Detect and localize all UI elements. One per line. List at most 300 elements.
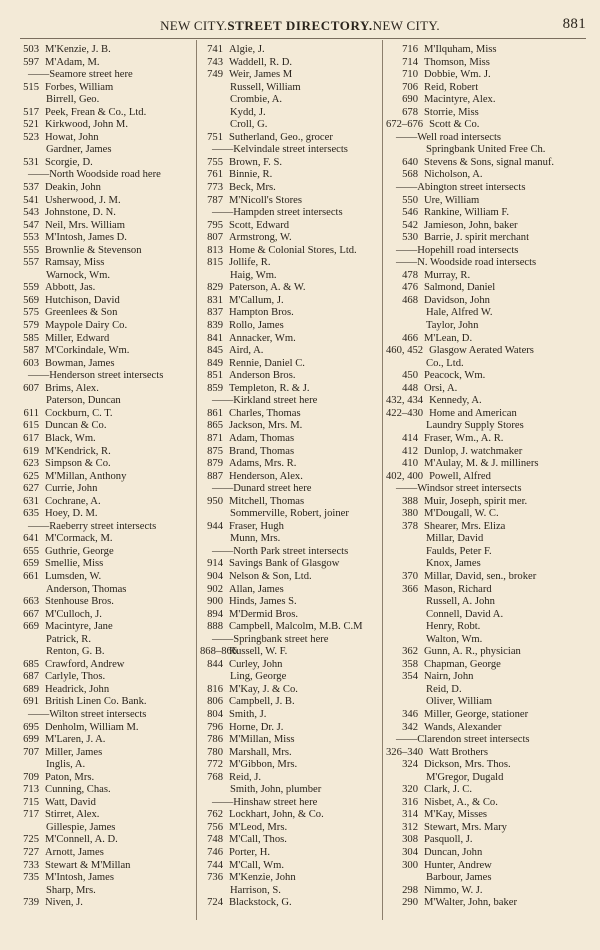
directory-entry bbox=[16, 609, 192, 622]
house-number: 298 bbox=[402, 884, 418, 896]
house-number: 787 bbox=[207, 194, 223, 206]
running-header bbox=[0, 18, 600, 38]
house-number: 531 bbox=[23, 156, 39, 168]
directory-entry bbox=[16, 446, 192, 459]
resident-name: Adam, Thomas bbox=[229, 432, 295, 444]
directory-entry bbox=[16, 358, 192, 371]
directory-entry bbox=[386, 885, 588, 898]
resident-name: Paton, Mrs. bbox=[45, 771, 95, 783]
house-number: 617 bbox=[23, 432, 39, 444]
house-number: 944 bbox=[207, 520, 223, 532]
resident-name: Smellie, Miss bbox=[45, 558, 104, 570]
resident-name: Aird, A. bbox=[229, 345, 264, 357]
house-number: 607 bbox=[23, 382, 39, 394]
resident-continuation: Co., Ltd. bbox=[426, 357, 464, 369]
directory-entry bbox=[200, 734, 380, 747]
directory-entry bbox=[200, 44, 380, 57]
directory-entry bbox=[386, 370, 588, 383]
resident-continuation: Russell, A. John bbox=[426, 596, 495, 608]
street-marker: ——Kirkland street here bbox=[212, 395, 318, 407]
resident-name: M'Laren, J. A. bbox=[45, 734, 106, 746]
house-number: 362 bbox=[402, 646, 418, 658]
resident-name: Scott & Co. bbox=[429, 119, 480, 131]
directory-entry bbox=[16, 207, 192, 220]
directory-entry bbox=[200, 182, 380, 195]
directory-entry bbox=[386, 834, 588, 847]
directory-entry bbox=[386, 458, 588, 471]
directory-entry bbox=[200, 684, 380, 697]
house-number: 663 bbox=[23, 596, 39, 608]
directory-entry bbox=[16, 257, 192, 270]
header-center: STREET DIRECTORY. bbox=[227, 18, 373, 33]
house-number: 547 bbox=[23, 219, 39, 231]
directory-entry bbox=[386, 747, 588, 760]
directory-entry bbox=[386, 408, 588, 421]
house-number: 640 bbox=[402, 156, 418, 168]
resident-name: Smith, J. bbox=[229, 708, 267, 720]
house-number: 804 bbox=[207, 708, 223, 720]
house-number: 290 bbox=[402, 897, 418, 909]
directory-entry bbox=[386, 722, 588, 735]
house-number: 324 bbox=[402, 759, 418, 771]
directory-entry bbox=[386, 57, 588, 70]
house-number: 773 bbox=[207, 182, 223, 194]
house-number: 756 bbox=[207, 821, 223, 833]
resident-name: Kennedy, A. bbox=[429, 395, 482, 407]
resident-continuation: Ling, George bbox=[230, 671, 287, 683]
house-number: 841 bbox=[207, 332, 223, 344]
house-number: 460, 452 bbox=[386, 345, 424, 357]
house-number: 468 bbox=[402, 294, 418, 306]
house-number: 635 bbox=[23, 508, 39, 520]
header-right: NEW CITY. bbox=[372, 18, 440, 33]
resident-name: Lumsden, W. bbox=[45, 570, 102, 582]
directory-entry bbox=[200, 370, 380, 383]
resident-name: Deakin, John bbox=[45, 182, 101, 194]
directory-entry bbox=[16, 420, 192, 433]
resident-name: Fraser, Wm., A. R. bbox=[424, 432, 504, 444]
resident-name: Johnstone, D. N. bbox=[45, 207, 116, 219]
directory-entry bbox=[200, 320, 380, 333]
resident-name: Sutherland, Geo., grocer bbox=[229, 131, 333, 143]
resident-name: Nairn, John bbox=[424, 671, 474, 683]
house-number: 517 bbox=[23, 106, 39, 118]
resident-name: Macintyre, Alex. bbox=[424, 94, 496, 106]
directory-entry bbox=[16, 471, 192, 484]
resident-continuation: Gillespie, James bbox=[46, 821, 116, 833]
directory-entry bbox=[386, 759, 588, 772]
house-number: 849 bbox=[207, 357, 223, 369]
header-rule bbox=[20, 38, 586, 39]
resident-name: Hoey, D. M. bbox=[45, 508, 98, 520]
house-number: 904 bbox=[207, 570, 223, 582]
directory-entry bbox=[386, 270, 588, 283]
directory-entry bbox=[200, 333, 380, 346]
house-number: 537 bbox=[23, 182, 39, 194]
directory-entry bbox=[16, 44, 192, 57]
resident-name: M'Intosh, James bbox=[45, 872, 114, 884]
resident-name: Abbott, Jas. bbox=[45, 282, 96, 294]
house-number: 875 bbox=[207, 445, 223, 457]
house-number: 370 bbox=[402, 570, 418, 582]
resident-name: Chapman, George bbox=[424, 658, 501, 670]
directory-entry bbox=[200, 584, 380, 597]
resident-name: M'Nicoll's Stores bbox=[229, 194, 302, 206]
resident-continuation: Warnock, Wm. bbox=[46, 269, 110, 281]
directory-entry bbox=[386, 69, 588, 82]
house-number: 546 bbox=[402, 207, 418, 219]
house-number: 706 bbox=[402, 81, 418, 93]
directory-entry bbox=[16, 119, 192, 132]
house-number: 691 bbox=[23, 696, 39, 708]
house-number: 543 bbox=[23, 207, 39, 219]
resident-continuation: Millar, David bbox=[426, 533, 484, 545]
directory-entry bbox=[200, 822, 380, 835]
directory-entry bbox=[386, 119, 588, 132]
house-number: 575 bbox=[23, 307, 39, 319]
house-number: 587 bbox=[23, 345, 39, 357]
resident-continuation: Kydd, J. bbox=[230, 106, 266, 118]
house-number: 717 bbox=[23, 809, 39, 821]
house-number: 466 bbox=[402, 332, 418, 344]
house-number: 388 bbox=[402, 495, 418, 507]
directory-entry bbox=[386, 709, 588, 722]
directory-entry bbox=[200, 245, 380, 258]
directory-entry bbox=[200, 621, 380, 634]
directory-entry bbox=[16, 57, 192, 70]
resident-name: Jollife, R. bbox=[229, 257, 271, 269]
resident-name: Guthrie, George bbox=[45, 545, 114, 557]
resident-name: Storrie, Miss bbox=[424, 106, 479, 118]
house-number: 813 bbox=[207, 244, 223, 256]
house-number: 659 bbox=[23, 558, 39, 570]
directory-entry bbox=[16, 333, 192, 346]
resident-name: Dobbie, Wm. J. bbox=[424, 69, 491, 81]
house-number: 868–866 bbox=[200, 646, 238, 658]
directory-entry bbox=[200, 307, 380, 320]
resident-name: Ramsay, Miss bbox=[45, 257, 105, 269]
house-number: 402, 400 bbox=[386, 470, 424, 482]
street-marker: ——Springbank street here bbox=[212, 633, 329, 645]
house-number: 816 bbox=[207, 683, 223, 695]
resident-name: Denholm, William M. bbox=[45, 721, 139, 733]
resident-name: Pasquoll, J. bbox=[424, 834, 473, 846]
resident-name: M'Callum, J. bbox=[229, 294, 284, 306]
house-number: 724 bbox=[207, 897, 223, 909]
directory-entry bbox=[16, 722, 192, 735]
street-marker: ——Henderson street intersects bbox=[28, 370, 164, 382]
resident-name: British Linen Co. Bank. bbox=[45, 696, 147, 708]
directory-entry bbox=[16, 232, 192, 245]
resident-continuation: Smith, John, plumber bbox=[230, 784, 322, 796]
directory-entry bbox=[386, 659, 588, 672]
street-marker: ——Raeberry street intersects bbox=[28, 520, 157, 532]
house-number: 871 bbox=[207, 432, 223, 444]
resident-name: Home & Colonial Stores, Ltd. bbox=[229, 244, 357, 256]
directory-entry bbox=[16, 671, 192, 684]
street-marker: ——N. Woodside road intersects bbox=[396, 257, 537, 269]
resident-name: Rollo, James bbox=[229, 320, 284, 332]
house-number: 641 bbox=[23, 533, 39, 545]
resident-name: Peek, Frean & Co., Ltd. bbox=[45, 106, 147, 118]
resident-name: Maypole Dairy Co. bbox=[45, 320, 128, 332]
house-number: 689 bbox=[23, 683, 39, 695]
house-number: 568 bbox=[402, 169, 418, 181]
resident-name: M'Corkindale, Wm. bbox=[45, 345, 130, 357]
resident-continuation: Sommerville, Robert, joiner bbox=[230, 508, 349, 520]
resident-name: Usherwood, J. M. bbox=[45, 194, 121, 206]
street-marker: ——Dunard street here bbox=[212, 483, 312, 495]
directory-entry bbox=[200, 257, 380, 270]
column-divider bbox=[196, 40, 197, 920]
house-number: 795 bbox=[207, 219, 223, 231]
resident-name: M'Ilquham, Miss bbox=[424, 44, 497, 55]
house-number: 304 bbox=[402, 847, 418, 858]
house-number: 678 bbox=[402, 106, 418, 118]
house-number: 735 bbox=[23, 872, 39, 884]
resident-name: Marshall, Mrs. bbox=[229, 746, 292, 758]
house-number: 380 bbox=[402, 508, 418, 520]
resident-name: Kirkwood, John M. bbox=[45, 119, 128, 131]
resident-name: M'Kenzie, J. B. bbox=[45, 44, 111, 55]
directory-entry bbox=[16, 596, 192, 609]
directory-entry bbox=[386, 232, 588, 245]
house-number: 733 bbox=[23, 859, 39, 871]
house-number: 879 bbox=[207, 458, 223, 470]
house-number: 450 bbox=[402, 370, 418, 382]
resident-name: Brims, Alex. bbox=[45, 382, 99, 394]
resident-name: Fraser, Hugh bbox=[229, 520, 284, 532]
directory-entry bbox=[200, 195, 380, 208]
directory-entry bbox=[386, 395, 588, 408]
house-number: 839 bbox=[207, 320, 223, 332]
resident-name: Watt Brothers bbox=[429, 746, 488, 758]
house-number: 888 bbox=[207, 621, 223, 633]
house-number: 851 bbox=[207, 370, 223, 382]
directory-entry bbox=[386, 471, 588, 484]
house-number: 625 bbox=[23, 470, 39, 482]
house-number: 690 bbox=[402, 94, 418, 106]
directory-entry bbox=[386, 822, 588, 835]
directory-entry bbox=[16, 82, 192, 95]
resident-name: Powell, Alfred bbox=[429, 470, 491, 482]
resident-name: Reid, Robert bbox=[424, 81, 479, 93]
resident-name: Mason, Richard bbox=[424, 583, 492, 595]
house-number: 755 bbox=[207, 156, 223, 168]
resident-name: Barrie, J. spirit merchant bbox=[424, 232, 530, 244]
directory-entry bbox=[16, 734, 192, 747]
house-number: 515 bbox=[23, 81, 39, 93]
directory-entry bbox=[16, 307, 192, 320]
resident-continuation: Harrison, S. bbox=[230, 884, 281, 896]
house-number: 672–676 bbox=[386, 119, 424, 131]
house-number: 326–340 bbox=[386, 746, 424, 758]
directory-entry bbox=[200, 420, 380, 433]
directory-entry bbox=[386, 345, 588, 358]
house-number: 772 bbox=[207, 759, 223, 771]
resident-name: Macintyre, Jane bbox=[45, 621, 113, 633]
house-number: 366 bbox=[402, 583, 418, 595]
resident-name: Cunning, Chas. bbox=[45, 784, 111, 796]
resident-continuation: Walton, Wm. bbox=[426, 633, 483, 645]
house-number: 796 bbox=[207, 721, 223, 733]
resident-name: M'Millan, Anthony bbox=[45, 470, 127, 482]
resident-name: Stewart & M'Millan bbox=[45, 859, 131, 871]
directory-entry bbox=[386, 220, 588, 233]
house-number: 320 bbox=[402, 784, 418, 796]
resident-name: Arnott, James bbox=[45, 847, 104, 858]
directory-entry bbox=[386, 646, 588, 659]
resident-name: Black, Wm. bbox=[45, 432, 96, 444]
resident-name: Shearer, Mrs. Eliza bbox=[424, 520, 506, 532]
house-number: 414 bbox=[402, 432, 418, 444]
resident-name: Nisbet, A., & Co. bbox=[424, 796, 498, 808]
house-number: 432, 434 bbox=[386, 395, 424, 407]
resident-name: Rennie, Daniel C. bbox=[229, 357, 305, 369]
resident-name: Orsi, A. bbox=[424, 382, 458, 394]
directory-entry bbox=[200, 709, 380, 722]
resident-name: Reid, J. bbox=[229, 771, 262, 783]
resident-continuation: Munn, Mrs. bbox=[230, 533, 281, 545]
house-number: 716 bbox=[402, 44, 418, 55]
house-number: 900 bbox=[207, 596, 223, 608]
directory-entry bbox=[16, 320, 192, 333]
resident-name: Anderson Bros. bbox=[229, 370, 296, 382]
house-number: 623 bbox=[23, 458, 39, 470]
house-number: 412 bbox=[402, 445, 418, 457]
resident-name: M'Aulay, M. & J. milliners bbox=[424, 458, 539, 470]
house-number: 865 bbox=[207, 420, 223, 432]
resident-continuation: Henry, Robt. bbox=[426, 621, 481, 633]
directory-entry bbox=[200, 860, 380, 873]
directory-entry bbox=[16, 546, 192, 559]
resident-continuation: Croll, G. bbox=[230, 119, 268, 131]
directory-entry bbox=[200, 897, 380, 910]
resident-name: Niven, J. bbox=[45, 897, 83, 909]
resident-name: Brown, F. S. bbox=[229, 156, 283, 168]
resident-name: Lockhart, John, & Co. bbox=[229, 809, 324, 821]
house-number: 316 bbox=[402, 796, 418, 808]
directory-entry bbox=[386, 44, 588, 57]
resident-name: Carlyle, Thos. bbox=[45, 671, 106, 683]
resident-name: Nelson & Son, Ltd. bbox=[229, 570, 312, 582]
resident-name: Thomson, Miss bbox=[424, 56, 490, 68]
resident-name: Stevens & Sons, signal manuf. bbox=[424, 156, 555, 168]
resident-continuation: Reid, D. bbox=[426, 683, 462, 695]
resident-name: Peacock, Wm. bbox=[424, 370, 486, 382]
directory-entry bbox=[16, 847, 192, 860]
resident-name: Dunlop, J. watchmaker bbox=[424, 445, 523, 457]
resident-continuation: Haig, Wm. bbox=[230, 269, 277, 281]
house-number: 685 bbox=[23, 658, 39, 670]
resident-continuation: Crombie, A. bbox=[230, 94, 283, 106]
resident-name: Algie, J. bbox=[229, 44, 265, 55]
resident-name: Scott, Edward bbox=[229, 219, 290, 231]
directory-entry bbox=[16, 157, 192, 170]
house-number: 845 bbox=[207, 345, 223, 357]
house-number: 761 bbox=[207, 169, 223, 181]
house-number: 478 bbox=[402, 269, 418, 281]
house-number: 950 bbox=[207, 495, 223, 507]
directory-entry bbox=[386, 169, 588, 182]
resident-name: Salmond, Daniel bbox=[424, 282, 496, 294]
resident-name: Cockburn, C. T. bbox=[45, 407, 113, 419]
directory-entry bbox=[16, 659, 192, 672]
street-marker: ——North Park street intersects bbox=[212, 545, 349, 557]
directory-entry bbox=[200, 132, 380, 145]
directory-entry bbox=[386, 107, 588, 120]
house-number: 422–430 bbox=[386, 407, 424, 419]
directory-entry bbox=[16, 295, 192, 308]
house-number: 557 bbox=[23, 257, 39, 269]
house-number: 831 bbox=[207, 294, 223, 306]
directory-entry bbox=[200, 220, 380, 233]
directory-entry bbox=[16, 860, 192, 873]
directory-entry bbox=[200, 458, 380, 471]
resident-name: Hunter, Andrew bbox=[424, 859, 492, 871]
directory-entry bbox=[16, 897, 192, 910]
directory-entry bbox=[200, 558, 380, 571]
house-number: 550 bbox=[402, 194, 418, 206]
resident-name: Muir, Joseph, spirit mer. bbox=[424, 495, 528, 507]
resident-name: Clark, J. C. bbox=[424, 784, 472, 796]
resident-name: Miller, Edward bbox=[45, 332, 110, 344]
resident-name: Forbes, William bbox=[45, 81, 114, 93]
directory-entry bbox=[386, 784, 588, 797]
resident-name: Horne, Dr. J. bbox=[229, 721, 284, 733]
resident-continuation: M'Gregor, Dugald bbox=[426, 771, 504, 783]
resident-name: Scorgie, D. bbox=[45, 156, 93, 168]
resident-name: Crawford, Andrew bbox=[45, 658, 125, 670]
resident-name: Gunn, A. R., physician bbox=[424, 646, 521, 658]
house-number: 667 bbox=[23, 608, 39, 620]
directory-entry bbox=[16, 220, 192, 233]
street-marker: ——Clarendon street intersects bbox=[396, 734, 530, 746]
resident-name: Hutchison, David bbox=[45, 294, 120, 306]
directory-entry bbox=[386, 282, 588, 295]
house-number: 542 bbox=[402, 219, 418, 231]
house-number: 709 bbox=[23, 771, 39, 783]
resident-name: Annacker, Wm. bbox=[229, 332, 296, 344]
directory-entry bbox=[200, 471, 380, 484]
resident-continuation: Springbank United Free Ch. bbox=[426, 144, 546, 156]
resident-name: Paterson, A. & W. bbox=[229, 282, 306, 294]
resident-name: Weir, James M bbox=[229, 69, 293, 81]
resident-name: Miller, James bbox=[45, 746, 103, 758]
resident-name: Campbell, Malcolm, M.B. C.M bbox=[229, 621, 363, 633]
resident-name: M'Adam, M. bbox=[45, 56, 100, 68]
resident-name: M'Call, Wm. bbox=[229, 859, 284, 871]
house-number: 314 bbox=[402, 809, 418, 821]
resident-name: Duncan, John bbox=[424, 847, 483, 858]
directory-entry bbox=[386, 847, 588, 860]
resident-name: Templeton, R. & J. bbox=[229, 382, 310, 394]
directory-entry bbox=[386, 446, 588, 459]
directory-entry bbox=[386, 897, 588, 910]
resident-name: M'Kenzie, John bbox=[229, 872, 296, 884]
directory-entry bbox=[16, 809, 192, 822]
house-number: 713 bbox=[23, 784, 39, 796]
directory-entry bbox=[386, 207, 588, 220]
resident-continuation: Russell, William bbox=[230, 81, 301, 93]
resident-name: Binnie, R. bbox=[229, 169, 273, 181]
house-number: 559 bbox=[23, 282, 39, 294]
house-number: 714 bbox=[402, 56, 418, 68]
house-number: 410 bbox=[402, 458, 418, 470]
directory-entry bbox=[16, 496, 192, 509]
resident-name: Hinds, James S. bbox=[229, 596, 297, 608]
directory-entry bbox=[386, 433, 588, 446]
